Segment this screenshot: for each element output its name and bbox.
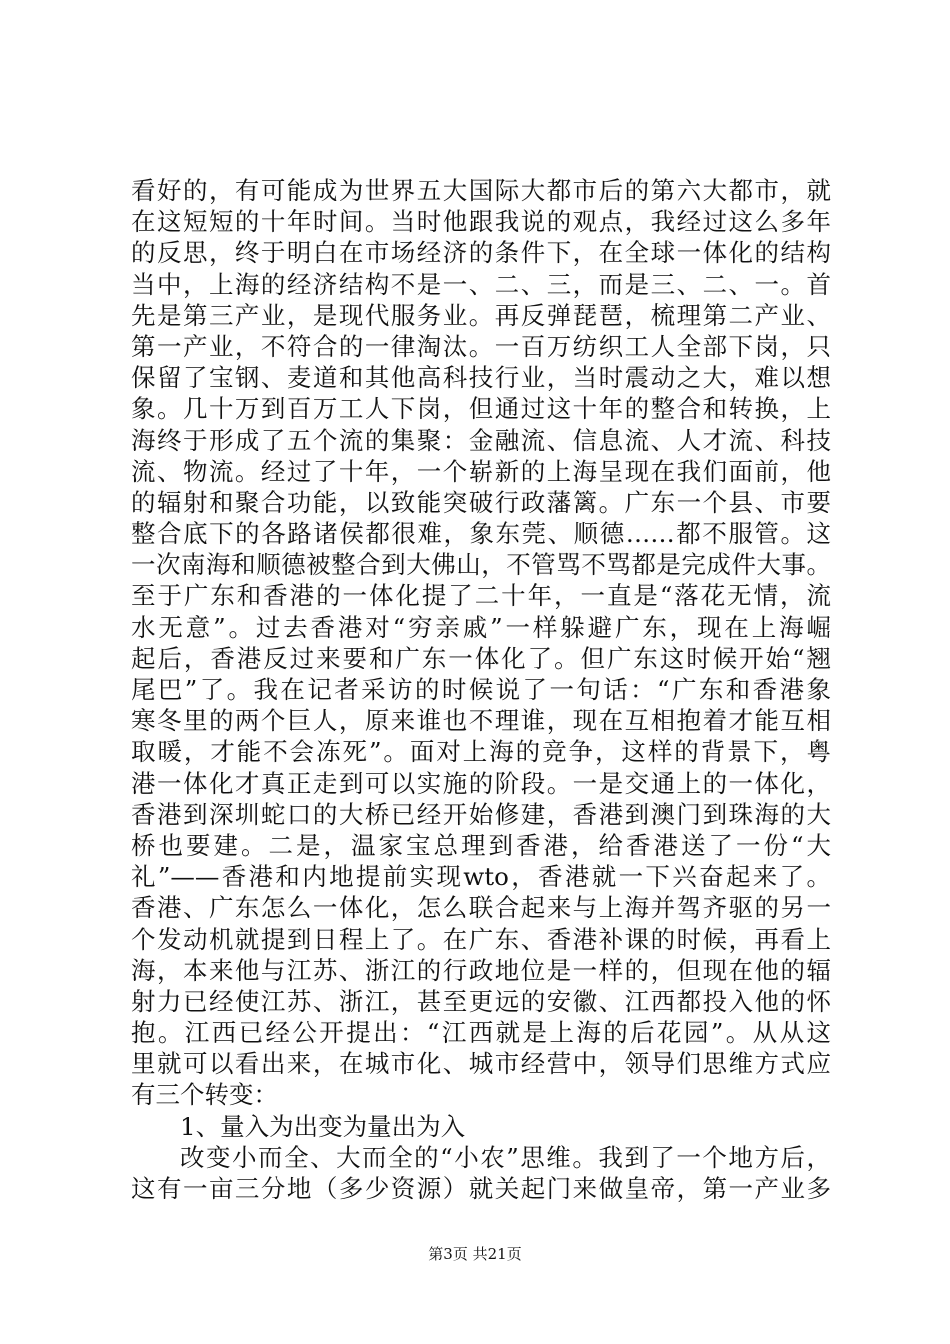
page-number-label: 第3页 共21页: [428, 1245, 522, 1263]
text-line: 象。几十万到百万工人下岗，但通过这十年的整合和转换，上: [131, 394, 831, 424]
text-line: 有三个转变：: [131, 1080, 278, 1110]
text-line: 海，本来他与江苏、浙江的行政地位是一样的，但现在他的辐: [131, 955, 831, 985]
text-line: 香港、广东怎么一体化，怎么联合起来与上海并驾齐驱的另一: [131, 893, 831, 923]
text-line: 水无意”。过去香港对“穷亲戚”一样躲避广东，现在上海崛: [131, 612, 831, 642]
text-line: 在这短短的十年时间。当时他跟我说的观点，我经过这么多年: [131, 207, 831, 237]
text-line: 这有一亩三分地（多少资源）就关起门来做皇帝，第一产业多: [131, 1174, 831, 1203]
text-line: 取暖，才能不会冻死”。面对上海的竞争，这样的背景下，粤: [131, 737, 831, 767]
text-line: 寒冬里的两个巨人，原来谁也不理谁，现在互相抱着才能互相: [131, 706, 831, 736]
text-line: 海终于形成了五个流的集聚：金融流、信息流、人才流、科技: [131, 425, 831, 455]
body-text: [131, 175, 831, 1204]
text-line: 射力已经使江苏、浙江，甚至更远的安徽、江西都投入他的怀: [131, 986, 831, 1016]
text-line: 个发动机就提到日程上了。在广东、香港补课的时候，再看上: [131, 924, 831, 954]
text-line: 当中，上海的经济结构不是一、二、三，而是三、二、一。首: [131, 269, 831, 299]
text-line: 保留了宝钢、麦道和其他高科技行业，当时震动之大，难以想: [131, 363, 831, 393]
text-line: 一次南海和顺德被整合到大佛山，不管骂不骂都是完成件大事。: [131, 550, 831, 580]
text-line: 至于广东和香港的一体化提了二十年，一直是“落花无情，流: [131, 581, 831, 611]
text-line: 抱。江西已经公开提出：“江西就是上海的后花园”。从从这: [131, 1018, 831, 1048]
text-line: 尾巴”了。我在记者采访的时候说了一句话：“广东和香港象: [131, 675, 831, 704]
text-line: 看好的，有可能成为世界五大国际大都市后的第六大都市，就: [131, 176, 831, 205]
text-line: 第一产业，不符合的一律淘汰。一百万纺织工人全部下岗，只: [131, 331, 831, 361]
section-heading: 1、量入为出变为量出为入: [180, 1111, 466, 1141]
text-line: 的辐射和聚合功能，以致能突破行政藩篱。广东一个县、市要: [131, 487, 831, 517]
text-line: 起后，香港反过来要和广东一体化了。但广东这时候开始“翘: [131, 643, 831, 673]
page-footer: [0, 1244, 950, 1264]
text-line: 桥也要建。二是，温家宝总理到香港，给香港送了一份“大: [131, 830, 831, 860]
text-line: 改变小而全、大而全的“小农”思维。我到了一个地方后，: [180, 1142, 831, 1172]
text-line: 的反思，终于明白在市场经济的条件下，在全球一体化的结构: [131, 238, 831, 268]
text-line: 港一体化才真正走到可以实施的阶段。一是交通上的一体化，: [131, 768, 831, 798]
text-line: 流、物流。经过了十年，一个崭新的上海呈现在我们面前，他: [131, 456, 831, 486]
text-line: 礼”——香港和内地提前实现wto，香港就一下兴奋起来了。: [131, 862, 831, 892]
text-line: 整合底下的各路诸侯都很难，象东莞、顺德……都不服管。这: [131, 519, 831, 549]
text-line: 先是第三产业，是现代服务业。再反弹琵琶，梳理第二产业、: [131, 300, 831, 330]
text-line: 里就可以看出来，在城市化、城市经营中，领导们思维方式应: [131, 1049, 831, 1079]
text-line: 香港到深圳蛇口的大桥已经开始修建，香港到澳门到珠海的大: [131, 799, 831, 829]
